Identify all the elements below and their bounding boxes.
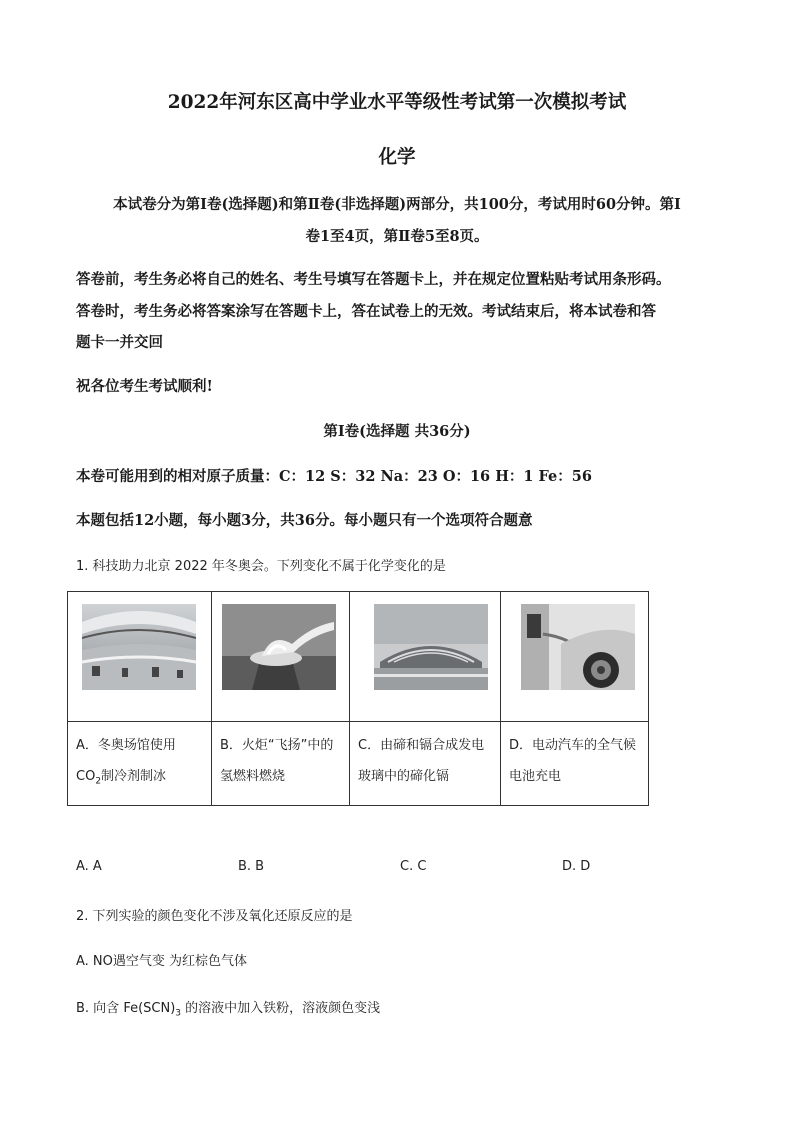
speed-skating-oval-photo bbox=[374, 604, 488, 690]
image-cell-d bbox=[501, 592, 649, 722]
intro-line-1: 本试卷分为第Ⅰ卷(选择题)和第Ⅱ卷(非选择题)两部分，共100分，考试用时60分钟。第Ⅰ bbox=[113, 196, 681, 213]
torch-flame-photo bbox=[222, 604, 336, 690]
question-1-stem: 1. 科技助力北京 2022 年冬奥会。下列变化不属于化学变化的是 bbox=[76, 559, 446, 574]
option-a-line-2: $CO_2$制冷剂制冰 bbox=[76, 769, 167, 787]
option-cell-a bbox=[68, 722, 212, 806]
exam-title: 2022年河东区高中学业水平等级性考试第一次模拟考试 bbox=[167, 92, 627, 113]
q1-option-b: B. B bbox=[238, 859, 265, 874]
intro-line-2: 卷1至4页，第Ⅱ卷5至8页。 bbox=[305, 228, 489, 245]
atomic-masses: 本卷可能用到的相对原子质量：C：12 S：32 Na：23 O：16 H：1 Fe：56 bbox=[76, 468, 592, 485]
option-d-line-1: D．电动汽车的全气候 bbox=[509, 738, 637, 753]
option-c-line-1: C．由碲和镉合成发电 bbox=[358, 738, 485, 753]
good-luck-wish: 祝各位考生考试顺利! bbox=[76, 378, 213, 395]
subject-title: 化学 bbox=[378, 147, 416, 168]
notice-line-2: 答卷时，考生务必将答案涂写在答题卡上，答在试卷上的无效。考试结束后，将本试卷和答 bbox=[76, 303, 656, 320]
image-cell-a bbox=[68, 592, 212, 722]
q2-option-a: A. NO遇空气变 为红棕色气体 bbox=[76, 954, 248, 969]
q1-option-a: A. A bbox=[76, 859, 102, 874]
notice-line-1: 答卷前，考生务必将自己的姓名、考生号填写在答题卡上，并在规定位置粘贴考试用条形码。 bbox=[76, 271, 671, 288]
q1-option-c: C. C bbox=[400, 859, 427, 874]
option-d-line-2: 电池充电 bbox=[509, 769, 562, 784]
q1-option-d: D. D bbox=[562, 859, 591, 874]
section-title: 第Ⅰ卷(选择题 共36分) bbox=[323, 423, 471, 440]
question-2-stem: 2. 下列实验的颜色变化不涉及氧化还原反应的是 bbox=[76, 909, 353, 924]
q2-option-b: B. 向含 $Fe(SCN)_3$ 的溶液中加入铁粉，溶液颜色变浅 bbox=[76, 1001, 381, 1019]
section-instruction: 本题包括12小题，每小题3分，共36分。每小题只有一个选项符合题意 bbox=[76, 512, 533, 529]
ice-stadium-photo bbox=[82, 604, 196, 690]
option-cell-d bbox=[501, 722, 649, 806]
option-b-line-2: 氢燃料燃烧 bbox=[220, 769, 286, 784]
option-c-line-2: 玻璃中的碲化镉 bbox=[358, 769, 450, 784]
notice-line-3: 题卡一并交回 bbox=[76, 334, 163, 351]
option-a-line-1: A．冬奥场馆使用 bbox=[76, 738, 176, 753]
question-1-table bbox=[67, 591, 649, 806]
ev-charging-photo bbox=[521, 604, 635, 690]
option-cell-c bbox=[350, 722, 501, 806]
image-cell-c bbox=[350, 592, 501, 722]
image-cell-b bbox=[212, 592, 350, 722]
option-b-line-1: B．火炬“飞扬”中的 bbox=[220, 738, 334, 753]
option-cell-b bbox=[212, 722, 350, 806]
